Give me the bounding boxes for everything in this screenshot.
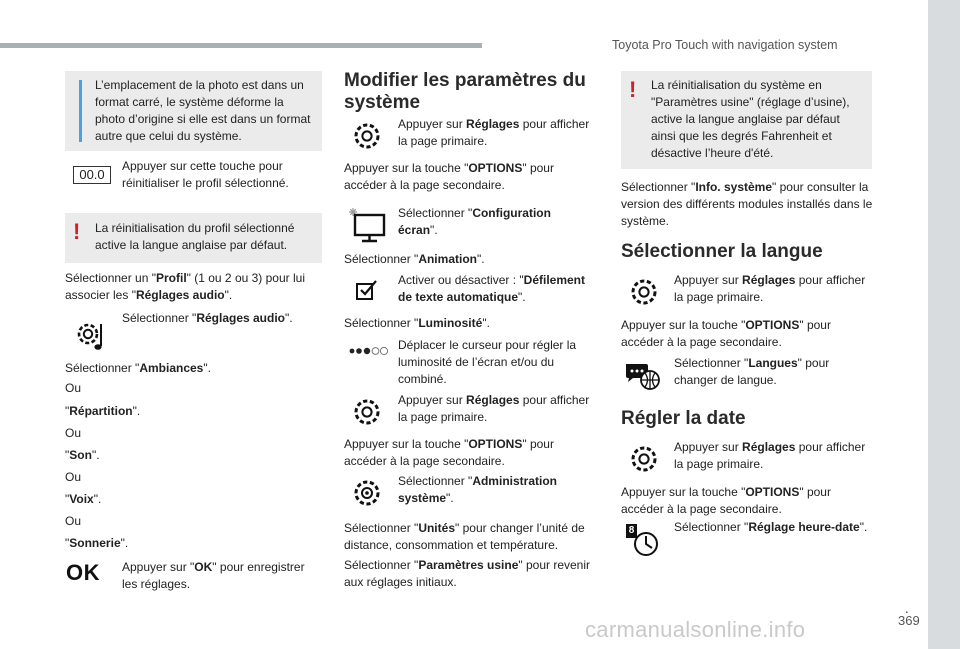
brightness-slider-icon — [349, 346, 389, 356]
slider-text: Déplacer le curseur pour régler la luminosité de l’écran et/ou du combiné. — [398, 338, 577, 386]
languages-icon — [624, 360, 662, 392]
clock-icon — [624, 522, 664, 560]
time-date-text: Sélectionner "Réglage heure-date". — [674, 520, 868, 534]
header-rule — [0, 43, 482, 48]
son-text: "Son". — [65, 448, 100, 462]
warning-note-factory: ! La réinitialisation du système en "Paramètres usine" (réglage d’usine), active la langue anglaise par défaut ainsi que les degrés Fahrenheit et désactive l’heure d'été. — [621, 71, 872, 169]
or-text-2: Ou — [65, 426, 82, 440]
scroll-text: Activer ou désactiver : "Défilement de texte automatique". — [398, 273, 586, 304]
section-heading-language: Sélectionner la langue — [621, 241, 823, 262]
select-profile-text: Sélectionner un "Profil" (1 ou 2 ou 3) pour lui associer les "Réglages audio". — [65, 271, 305, 302]
system-admin-text: Sélectionner "Administration système". — [398, 474, 557, 505]
ambiances-text: Sélectionner "Ambiances". — [65, 361, 211, 375]
audio-settings-icon — [74, 318, 108, 354]
watermark: carmanualsonline.info — [585, 617, 806, 642]
info-icon — [79, 80, 82, 142]
languages-text: Sélectionner "Langues" pour changer de langue. — [674, 356, 830, 387]
warning-note-profile: ! La réinitialisation du profil sélectionné active la langue anglaise par défaut. — [65, 213, 322, 263]
voix-text: "Voix". — [65, 492, 102, 506]
press-settings-text-1: Appuyer sur Réglages pour afficher la page primaire. — [398, 117, 590, 148]
page-header-title: Toyota Pro Touch with navigation system — [612, 38, 838, 52]
or-text-1: Ou — [65, 381, 82, 395]
clock-badge: 8 — [628, 525, 635, 536]
press-settings-text-4: Appuyer sur Réglages pour afficher la page primaire. — [674, 440, 866, 471]
page-side-strip — [928, 0, 960, 649]
gear-icon — [352, 397, 382, 427]
animation-text: Sélectionner "Animation". — [344, 252, 485, 266]
ok-text: Appuyer sur "OK" pour enregistrer les réglages. — [122, 560, 305, 591]
screen-config-icon — [346, 206, 386, 244]
gear-icon — [629, 444, 659, 474]
sonnerie-text: "Sonnerie". — [65, 536, 129, 550]
page-number: 369 — [898, 613, 920, 628]
audio-settings-text: Sélectionner "Réglages audio". — [122, 311, 293, 325]
or-text-4: Ou — [65, 514, 82, 528]
screen-config-text: Sélectionner "Configuration écran". — [398, 206, 551, 237]
press-settings-text-3: Appuyer sur Réglages pour afficher la page primaire. — [674, 273, 866, 304]
units-text: Sélectionner "Unités" pour changer l’unité de distance, consommation et température. — [344, 521, 585, 552]
warning-icon: ! — [73, 219, 81, 244]
options-text-3: Appuyer sur la touche "OPTIONS" pour accéder à la page secondaire. — [621, 318, 831, 349]
section-heading-system: Modifier les paramètres du système — [344, 70, 586, 113]
system-admin-icon — [350, 477, 384, 509]
reset-button-icon: 00.0 — [73, 166, 111, 184]
system-info-text: Sélectionner "Info. système" pour consulter la version des différents modules installés dans le système. — [621, 180, 873, 228]
checkbox-checked-icon — [356, 279, 378, 301]
options-text-2: Appuyer sur la touche "OPTIONS" pour accéder à la page secondaire. — [344, 437, 554, 468]
reset-text: Appuyer sur cette touche pour réinitialiser le profil sélectionné. — [122, 159, 289, 190]
brightness-text: Sélectionner "Luminosité". — [344, 316, 490, 330]
repartition-text: "Répartition". — [65, 404, 141, 418]
section-heading-date: Régler la date — [621, 408, 746, 429]
gear-icon — [629, 277, 659, 307]
factory-settings-text: Sélectionner "Paramètres usine" pour revenir aux réglages initiaux. — [344, 558, 590, 589]
options-text-1: Appuyer sur la touche "OPTIONS" pour accéder à la page secondaire. — [344, 161, 554, 192]
gear-icon — [352, 121, 382, 151]
or-text-3: Ou — [65, 470, 82, 484]
info-note-photo: L’emplacement de la photo est dans un format carré, le système déforme la photo d’origine si elle est dans un format autre que celui du système. — [65, 71, 322, 151]
page-dot: . — [905, 601, 909, 616]
press-settings-text-2: Appuyer sur Réglages pour afficher la page primaire. — [398, 393, 590, 424]
ok-button-icon: OK — [66, 560, 100, 585]
warning-icon: ! — [629, 77, 637, 102]
options-text-4: Appuyer sur la touche "OPTIONS" pour accéder à la page secondaire. — [621, 485, 831, 516]
